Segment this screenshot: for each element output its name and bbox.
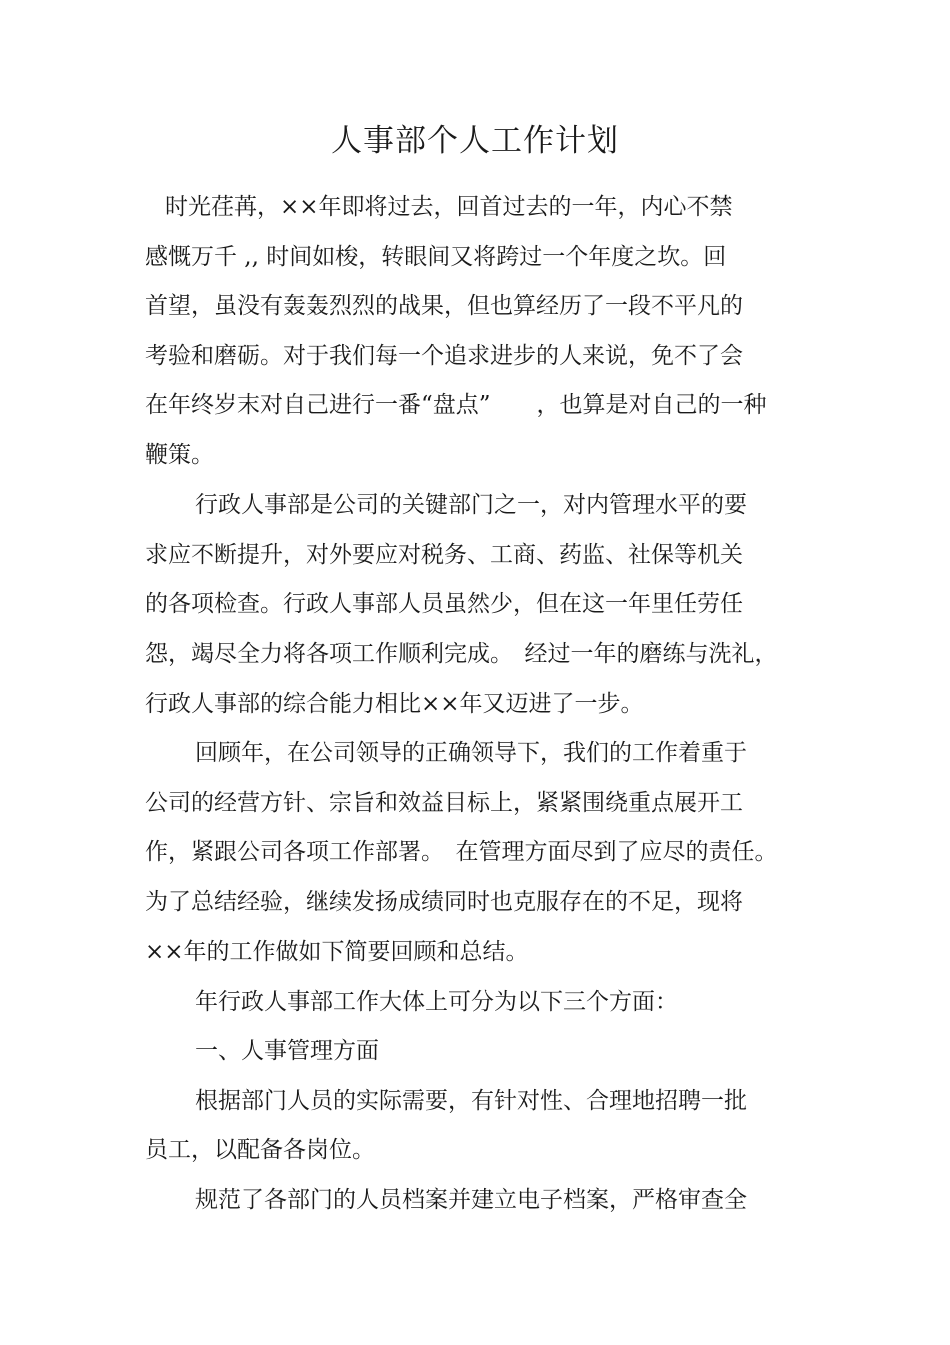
paragraph-line: 感慨万千 ,, 时间如梭，转眼间又将跨过一个年度之坎。回 bbox=[145, 244, 727, 270]
paragraph-line: 员工，以配备各岗位。 bbox=[145, 1137, 375, 1163]
paragraph-line: 在年终岁末对自己进行一番“盘点” ，也算是对自己的一种 bbox=[145, 392, 767, 418]
paragraph-line: 鞭策。 bbox=[145, 442, 214, 468]
paragraph-line: 行政人事部的综合能力相比××年又迈进了一步。 bbox=[145, 691, 644, 717]
paragraph-line: 的各项检查。行政人事部人员虽然少，但在这一年里任劳任 bbox=[145, 591, 743, 617]
paragraph-line: 回顾年，在公司领导的正确领导下，我们的工作着重于 bbox=[195, 740, 747, 766]
paragraph-line: 考验和磨砺。对于我们每一个追求进步的人来说，免不了会 bbox=[145, 343, 743, 369]
document-title: 人事部个人工作计划 bbox=[331, 123, 619, 159]
paragraph-line: 根据部门人员的实际需要，有针对性、合理地招聘一批 bbox=[195, 1088, 747, 1114]
paragraph-line: 公司的经营方针、宗旨和效益目标上，紧紧围绕重点展开工 bbox=[145, 790, 743, 816]
paragraph-line: 作，紧跟公司各项工作部署。 在管理方面尽到了应尽的责任。 bbox=[145, 839, 778, 865]
paragraph-line: 怨，竭尽全力将各项工作顺利完成。 经过一年的磨练与洗礼， bbox=[145, 641, 778, 667]
paragraph-line: 行政人事部是公司的关键部门之一，对内管理水平的要 bbox=[195, 492, 747, 518]
paragraph-line: 首望，虽没有轰轰烈烈的战果，但也算经历了一段不平凡的 bbox=[145, 293, 743, 319]
paragraph-line: 年行政人事部工作大体上可分为以下三个方面： bbox=[195, 989, 678, 1015]
paragraph-line: 为了总结经验，继续发扬成绩同时也克服存在的不足，现将 bbox=[145, 889, 743, 915]
paragraph-line: 求应不断提升，对外要应对税务、工商、药监、社保等机关 bbox=[145, 542, 743, 568]
paragraph-line: 时光荏苒，××年即将过去，回首过去的一年，内心不禁 bbox=[165, 194, 733, 220]
paragraph-line: ××年的工作做如下简要回顾和总结。 bbox=[145, 939, 529, 965]
paragraph-line: 规范了各部门的人员档案并建立电子档案，严格审查全 bbox=[195, 1187, 747, 1213]
section-heading: 一、人事管理方面 bbox=[195, 1038, 379, 1064]
